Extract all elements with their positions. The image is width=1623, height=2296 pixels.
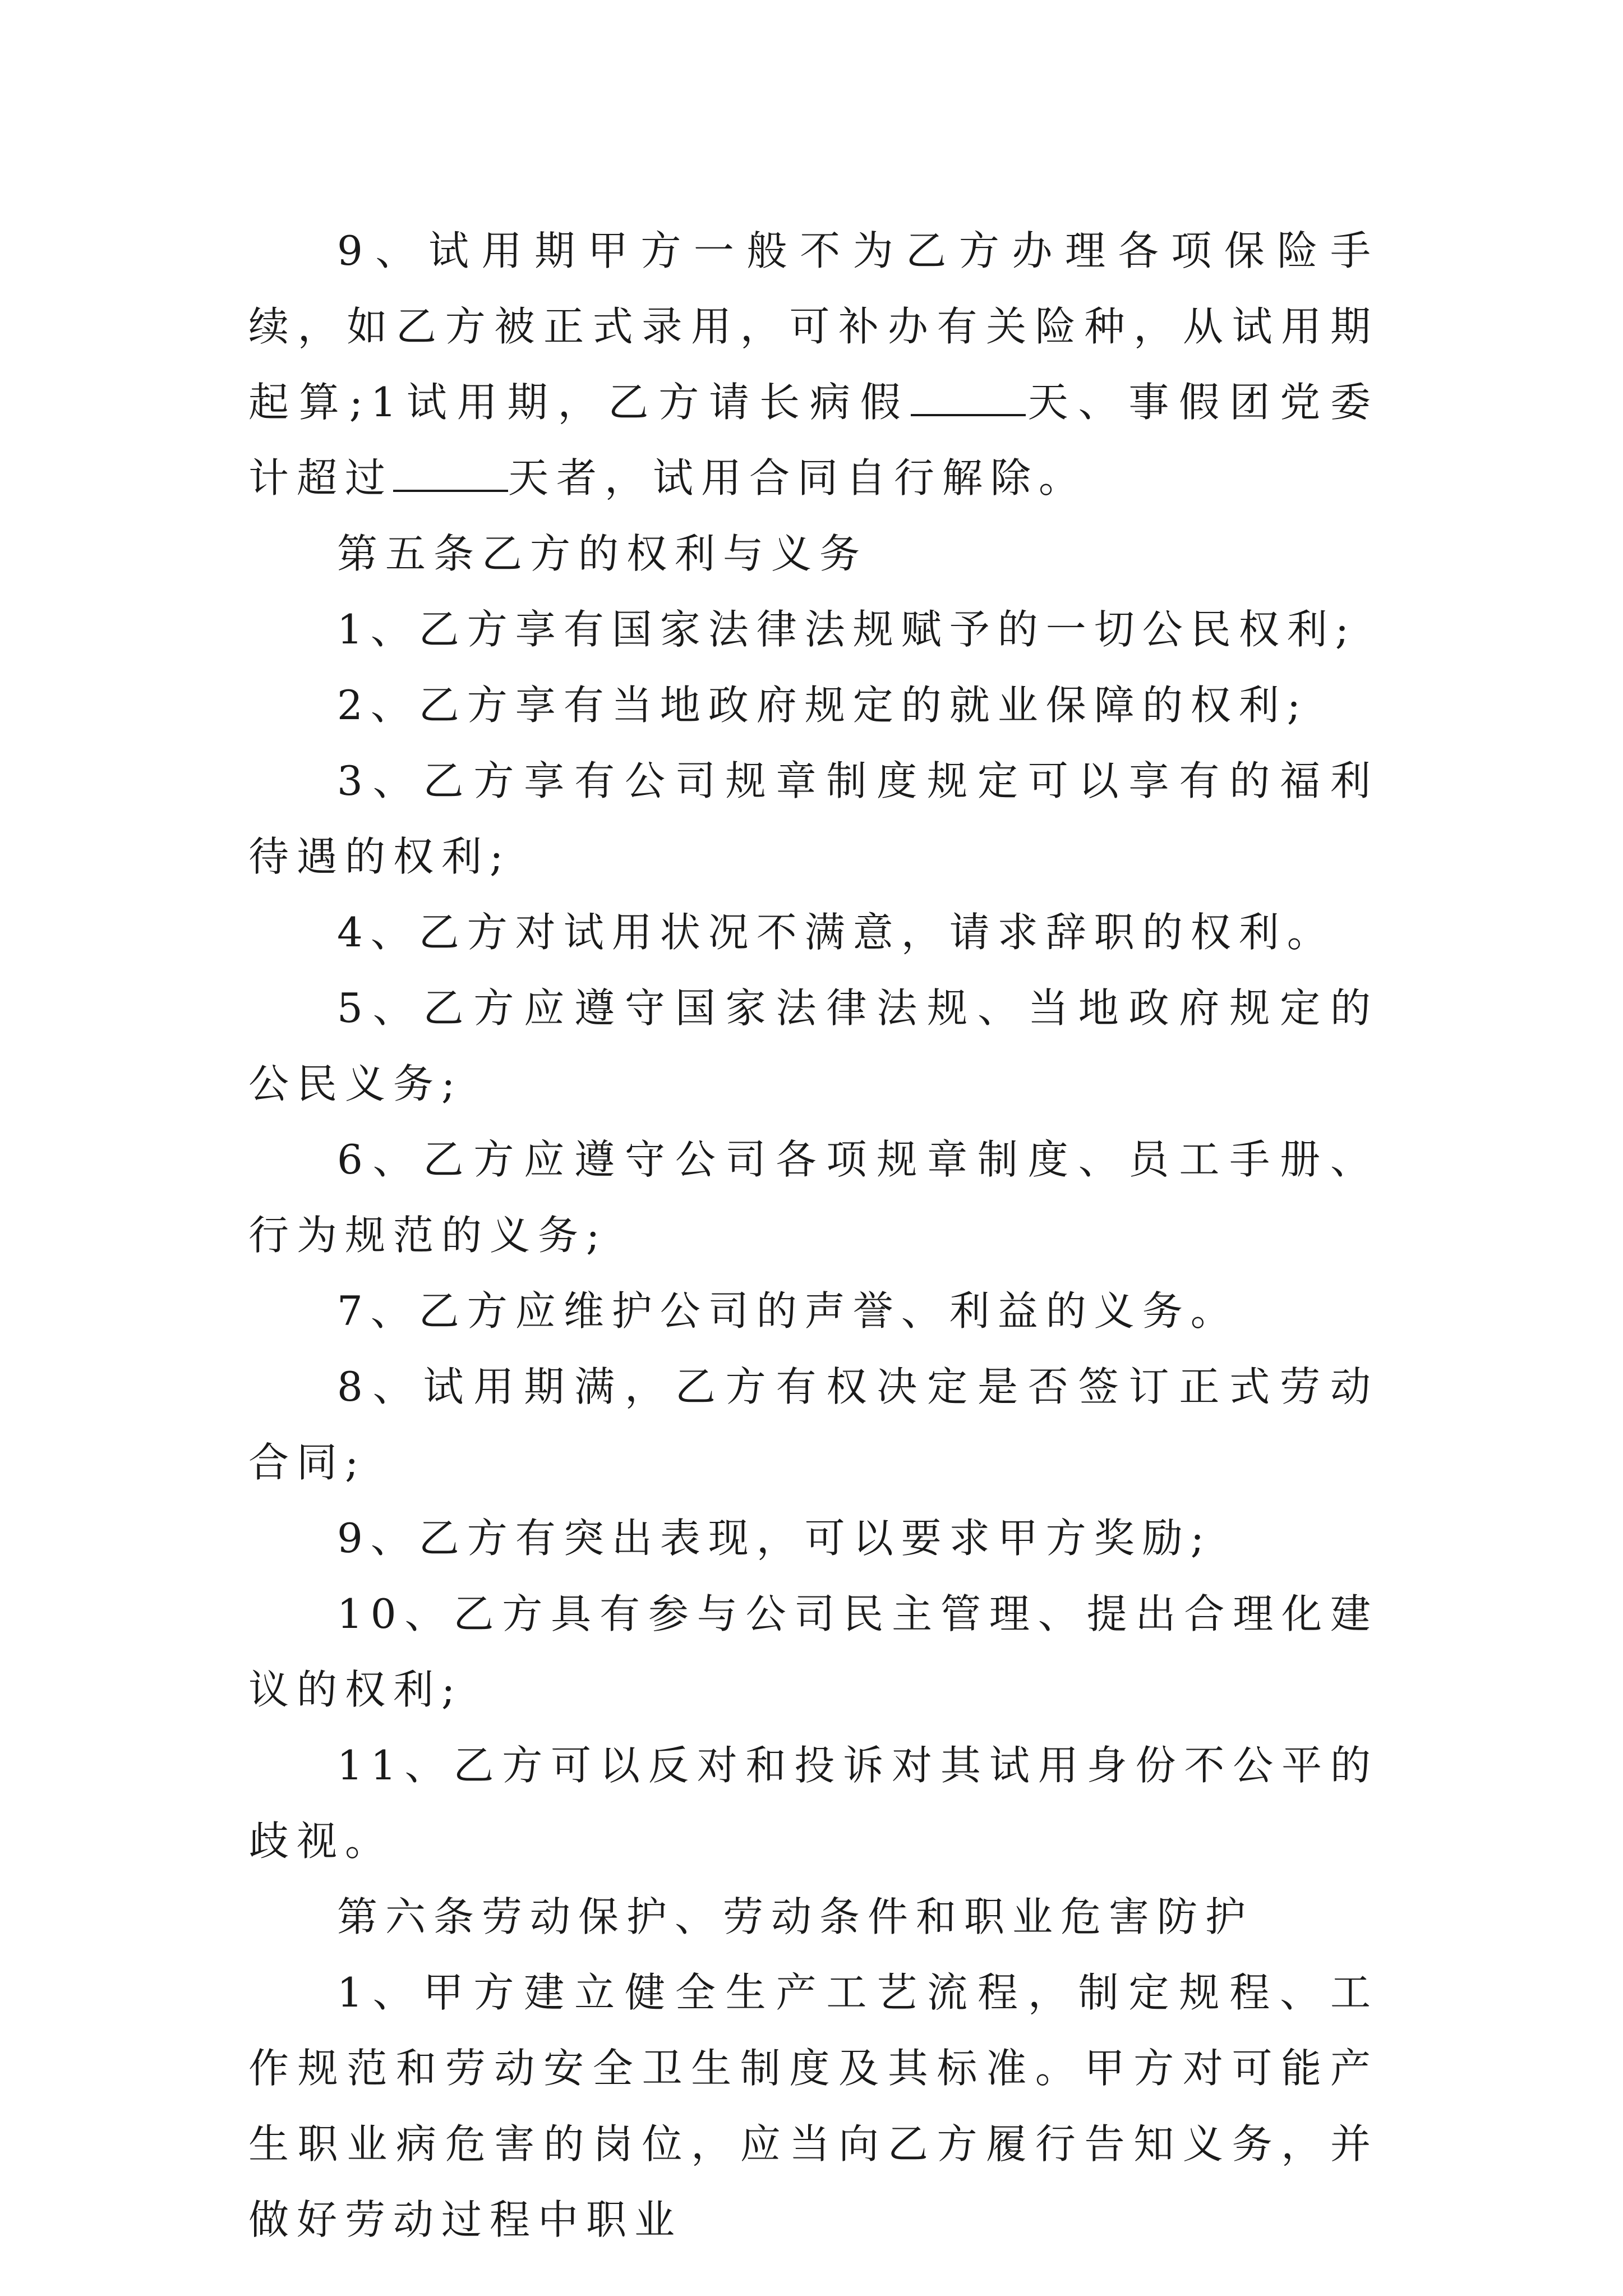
section-heading-article-5: 第五条乙方的权利与义务 (337, 530, 868, 577)
list-item: 7、乙方应维护公司的声誉、利益的义务。 (337, 1287, 1239, 1335)
blank-total-leave-days (393, 456, 508, 492)
list-item: 6、乙方应遵守公司各项规章制度、员工手册、行为规范的义务; (248, 1136, 1378, 1259)
list-item: 2、乙方享有当地政府规定的就业保障的权利; (337, 682, 1309, 729)
list-item: 1、甲方建立健全生产工艺流程，制定规程、工作规范和劳动安全卫生制度及其标准。甲方对可能产生职业病危害的岗位，应当向乙方履行告知义务，并做好劳动过程中职业 (248, 1969, 1378, 2243)
list-item: 5、乙方应遵守国家法律法规、当地政府规定的公民义务; (248, 984, 1378, 1107)
list-item: 10、乙方具有参与公司民主管理、提出合理化建议的权利; (248, 1590, 1378, 1713)
section-heading-article-6: 第六条劳动保护、劳动条件和职业危害防护 (337, 1893, 1254, 1940)
paragraph-trial-insurance (248, 213, 1378, 516)
paragraph-text: 天、事假团党委计超过 (248, 379, 1378, 501)
paragraph-text: 天者，试用合同自行解除。 (508, 454, 1087, 501)
paragraph-text: 9、试用期甲方一般不为乙方办理各项保险手续，如乙方被正式录用，可补办有关险种，从试用期起算;1试用期，乙方请长病假 (248, 227, 1378, 426)
list-item: 11、乙方可以反对和投诉对其试用身份不公平的歧视。 (248, 1742, 1378, 1865)
list-item: 1、乙方享有国家法律法规赋予的一切公民权利; (337, 606, 1357, 653)
list-item: 3、乙方享有公司规章制度规定可以享有的福利待遇的权利; (248, 757, 1378, 880)
document-body (248, 213, 1378, 2258)
blank-sick-leave-days (911, 380, 1026, 416)
list-item: 4、乙方对试用状况不满意，请求辞职的权利。 (337, 909, 1335, 956)
list-item: 8、试用期满，乙方有权决定是否签订正式劳动合同; (248, 1363, 1378, 1486)
list-item: 9、乙方有突出表现，可以要求甲方奖励; (337, 1515, 1212, 1562)
